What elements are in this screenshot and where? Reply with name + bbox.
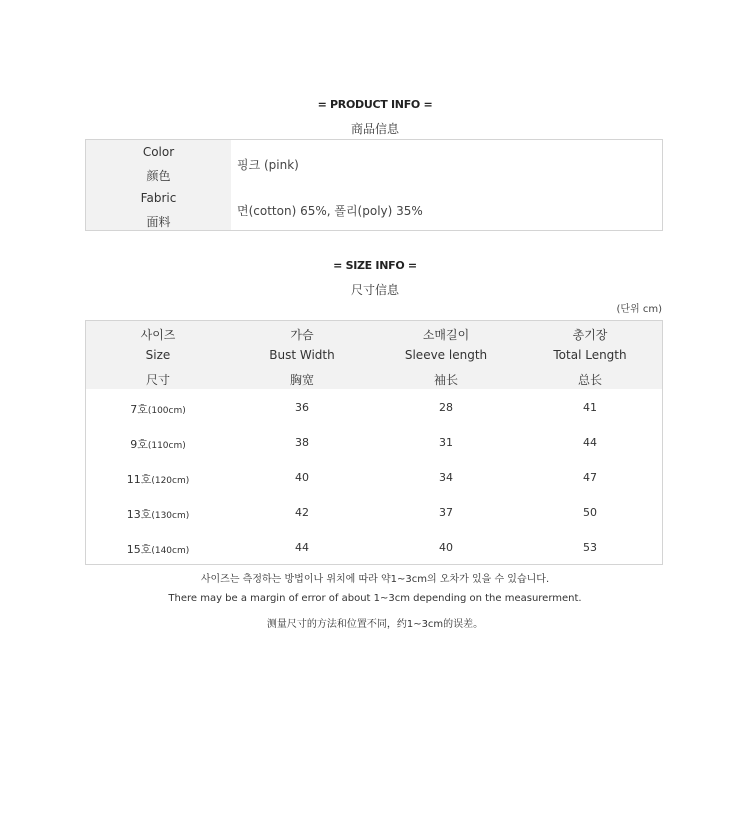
- size-label: 11호: [126, 473, 152, 486]
- table-row-size: [86, 471, 230, 487]
- size-cm: (120cm): [151, 476, 190, 486]
- table-cell-total: 47: [583, 471, 597, 484]
- header-bust-ko: 가슴: [290, 328, 314, 342]
- size-label: 9호: [130, 438, 148, 451]
- size-label: 13호: [126, 508, 152, 521]
- table-cell-bust: 42: [295, 506, 309, 519]
- size-info-subtitle: 尺寸信息: [350, 283, 399, 297]
- header-total-ko: 총기장: [572, 328, 608, 342]
- table-row-size: [86, 506, 230, 522]
- size-label: 7호: [130, 403, 148, 416]
- table-cell-sleeve: 40: [439, 541, 453, 554]
- fabric-label-en: Fabric: [140, 191, 177, 205]
- table-row-size: [86, 436, 230, 452]
- table-cell-total: 53: [583, 541, 597, 554]
- color-label-en: Color: [142, 145, 175, 159]
- product-info-table: [85, 139, 663, 231]
- header-bust-en: Bust Width: [269, 348, 335, 362]
- color-label-cn: 颜色: [146, 169, 171, 183]
- table-cell-total: 41: [583, 401, 597, 414]
- size-cm: (100cm): [147, 406, 186, 416]
- table-cell-sleeve: 34: [439, 471, 453, 484]
- table-cell-sleeve: 37: [439, 506, 453, 519]
- fabric-value: 면(cotton) 65%, 폴리(poly) 35%: [237, 204, 423, 218]
- size-table-header: [86, 321, 662, 389]
- table-row-size: [86, 541, 230, 557]
- table-cell-sleeve: 28: [439, 401, 453, 414]
- header-sleeve-ko: 소매길이: [422, 328, 470, 342]
- size-cm: (110cm): [147, 441, 186, 451]
- header-size-ko: 사이즈: [140, 328, 176, 342]
- footnote-en: There may be a margin of error of about 1~3cm depending on the measurerment.: [168, 593, 582, 604]
- size-label: 15호: [126, 543, 152, 556]
- size-table: [85, 320, 663, 565]
- footnote-ko: 사이즈는 측정하는 방법이나 위치에 따라 약1~3cm의 오차가 있을 수 있습니다.: [200, 574, 550, 585]
- color-value: 핑크 (pink): [237, 158, 299, 172]
- header-sleeve-en: Sleeve length: [404, 348, 488, 362]
- table-cell-bust: 40: [295, 471, 309, 484]
- table-cell-bust: 36: [295, 401, 309, 414]
- header-bust-cn: 胸宽: [289, 373, 314, 387]
- table-cell-total: 50: [583, 506, 597, 519]
- table-cell-sleeve: 31: [439, 436, 453, 449]
- header-size-cn: 尺寸: [145, 373, 170, 387]
- size-cm: (130cm): [151, 511, 190, 521]
- header-total-en: Total Length: [553, 348, 627, 362]
- fabric-label-cn: 面料: [146, 215, 171, 229]
- unit-note: (단위 cm): [616, 304, 662, 315]
- table-row-size: [86, 401, 230, 417]
- size-info-title: = SIZE INFO =: [333, 259, 417, 272]
- size-cm: (140cm): [151, 546, 190, 556]
- product-info-subtitle: 商品信息: [350, 122, 399, 136]
- table-cell-bust: 44: [295, 541, 309, 554]
- header-sleeve-cn: 袖长: [433, 373, 458, 387]
- table-cell-total: 44: [583, 436, 597, 449]
- footnote-cn: 测量尺寸的方法和位置不同，约1~3cm的误差。: [266, 619, 484, 630]
- header-total-cn: 总长: [577, 373, 602, 387]
- product-info-title: = PRODUCT INFO =: [317, 98, 433, 111]
- header-size-en: Size: [145, 348, 171, 362]
- table-cell-bust: 38: [295, 436, 309, 449]
